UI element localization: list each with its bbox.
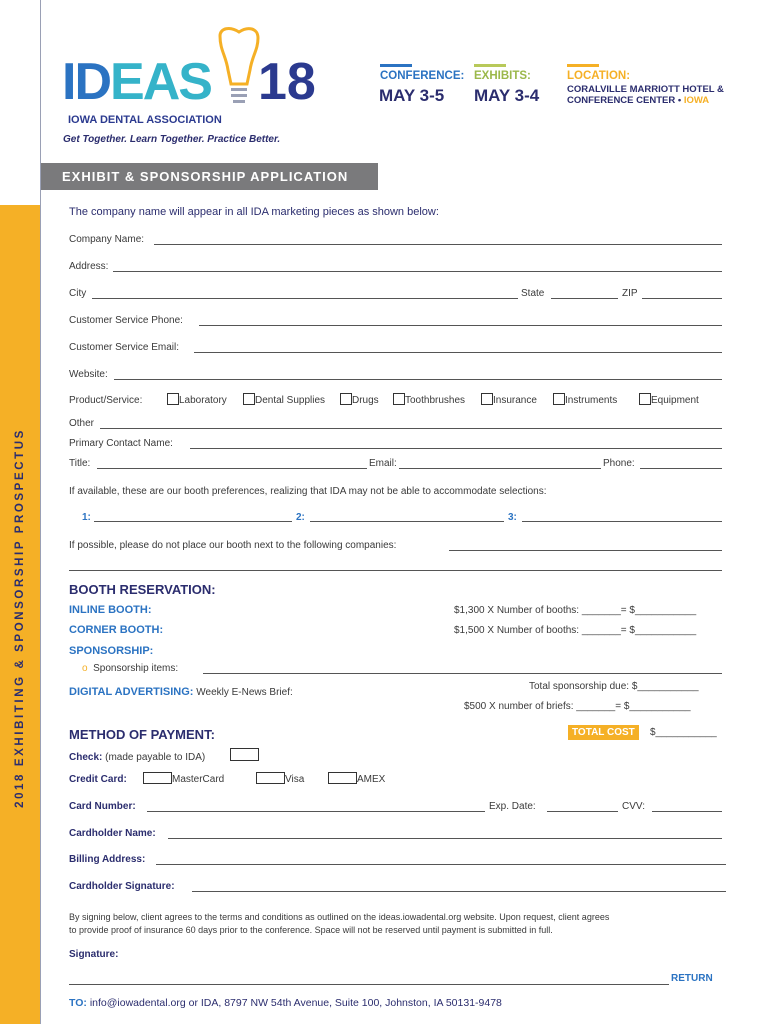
- logo-letter: E: [110, 53, 143, 111]
- exp-date-label: Exp. Date:: [489, 801, 536, 812]
- digital-advertising-row: [69, 686, 293, 698]
- visa-option[interactable]: Visa: [256, 772, 304, 785]
- city-field[interactable]: [92, 298, 518, 299]
- exp-date-field[interactable]: [547, 811, 618, 812]
- phone-field[interactable]: [640, 468, 722, 469]
- bullet-icon: o: [82, 663, 88, 674]
- terms-line-2: to provide proof of insurance 60 days prior to the conference. Space will not be reserved until payment is submitted in full.: [69, 925, 553, 935]
- pref-1-label: 1:: [82, 512, 91, 523]
- corner-booth-label: CORNER BOOTH:: [69, 624, 164, 636]
- inline-booth-label: INLINE BOOTH:: [69, 604, 152, 616]
- check-note: (made payable to IDA): [105, 752, 206, 763]
- ideas-logo: [62, 52, 211, 112]
- digital-advertising-label: DIGITAL ADVERTISING:: [69, 686, 194, 698]
- location-line1: CORALVILLE MARRIOTT HOTEL &: [567, 84, 724, 95]
- company-name-label: Company Name:: [69, 234, 145, 245]
- cardholder-signature-field[interactable]: [192, 891, 726, 892]
- sponsorship-items-label: Sponsorship items:: [93, 663, 179, 674]
- product-checkbox-insurance[interactable]: Insurance: [481, 393, 537, 406]
- payment-heading: METHOD OF PAYMENT:: [69, 727, 215, 742]
- signature-label: Signature:: [69, 949, 119, 960]
- primary-contact-label: Primary Contact Name:: [69, 438, 173, 449]
- location-rule: [567, 64, 599, 67]
- product-service-row: [69, 395, 142, 406]
- state-label: State: [521, 288, 545, 299]
- pref-3-label: 3:: [508, 512, 517, 523]
- email-label: Email:: [369, 458, 397, 469]
- check-checkbox[interactable]: [230, 748, 259, 761]
- org-name: IOWA DENTAL ASSOCIATION: [68, 114, 222, 126]
- sponsorship-label: SPONSORSHIP:: [69, 645, 154, 657]
- city-label: City: [69, 288, 87, 299]
- billing-address-label: Billing Address:: [69, 854, 146, 865]
- cs-phone-label: Customer Service Phone:: [69, 315, 183, 326]
- card-number-label: Card Number:: [69, 801, 136, 812]
- check-row: [69, 752, 205, 763]
- booth-reservation-heading: BOOTH RESERVATION:: [69, 582, 216, 597]
- digital-price: $500 X number of briefs: _______= $___________: [464, 701, 691, 712]
- location-label: LOCATION:: [567, 70, 631, 82]
- tooth-bulb-icon: [214, 26, 264, 108]
- cs-phone-field[interactable]: [199, 325, 722, 326]
- amex-option[interactable]: AMEX: [328, 772, 385, 785]
- phone-label: Phone:: [603, 458, 635, 469]
- cvv-label: CVV:: [622, 801, 645, 812]
- exhibits-rule: [474, 64, 506, 67]
- website-field[interactable]: [114, 379, 722, 380]
- card-number-field[interactable]: [147, 811, 485, 812]
- email-field[interactable]: [399, 468, 601, 469]
- corner-booth-price: $1,500 X Number of booths: _______= $___________: [454, 625, 697, 636]
- inline-booth-price: $1,300 X Number of booths: _______= $___________: [454, 605, 697, 616]
- pref-3-field[interactable]: [522, 521, 722, 522]
- other-field[interactable]: [100, 428, 722, 429]
- exhibits-label: EXHIBITS:: [474, 70, 531, 82]
- booth-prefs-text: If available, these are our booth preferences, realizing that IDA may not be able to accommodate selections:: [69, 486, 547, 497]
- other-label: Other: [69, 418, 95, 429]
- logo-letter: A: [142, 53, 179, 111]
- signature-field[interactable]: [69, 984, 669, 985]
- product-checkbox-toothbrushes[interactable]: Toothbrushes: [393, 393, 465, 406]
- product-checkbox-drugs[interactable]: Drugs: [340, 393, 379, 406]
- product-checkbox-equipment[interactable]: Equipment: [639, 393, 699, 406]
- zip-label: ZIP: [622, 288, 638, 299]
- avoid-companies-field[interactable]: [449, 550, 722, 551]
- product-checkbox-dental-supplies[interactable]: Dental Supplies: [243, 393, 325, 406]
- zip-field[interactable]: [642, 298, 722, 299]
- title-label: Title:: [69, 458, 91, 469]
- cvv-field[interactable]: [652, 811, 722, 812]
- total-cost-field[interactable]: $___________: [650, 727, 717, 738]
- state-field[interactable]: [551, 298, 618, 299]
- product-checkbox-laboratory[interactable]: Laboratory: [167, 393, 227, 406]
- title-field[interactable]: [97, 468, 367, 469]
- total-cost-badge: TOTAL COST: [568, 725, 639, 740]
- exhibits-dates: MAY 3-4: [474, 86, 540, 105]
- terms-line-1: By signing below, client agrees to the terms and conditions as outlined on the ideas.iowadental.org website. Upon request, client agrees: [69, 912, 610, 922]
- cardholder-name-label: Cardholder Name:: [69, 828, 156, 839]
- location-line2: CONFERENCE CENTER • IOWA: [567, 95, 710, 106]
- sponsorship-items-row: [82, 663, 178, 674]
- logo-letter: D: [74, 53, 111, 111]
- sponsorship-items-field[interactable]: [203, 673, 722, 674]
- digital-advertising-desc: Weekly E-News Brief:: [196, 687, 293, 698]
- cardholder-name-field[interactable]: [168, 838, 722, 839]
- avoid-companies-field-2[interactable]: [69, 570, 722, 571]
- conference-label: CONFERENCE:: [380, 70, 465, 82]
- intro-text: The company name will appear in all IDA marketing pieces as shown below:: [69, 206, 439, 218]
- logo-letter: I: [62, 53, 75, 111]
- sidebar-vertical-title: 2018 EXHIBITING & SPONSORSHIP PROSPECTUS: [14, 428, 26, 808]
- return-label: RETURN: [671, 973, 713, 984]
- pref-1-field[interactable]: [94, 521, 292, 522]
- logo-letter: S: [178, 53, 211, 111]
- cs-email-field[interactable]: [194, 352, 722, 353]
- product-checkbox-instruments[interactable]: Instruments: [553, 393, 617, 406]
- avoid-companies-label: If possible, please do not place our booth next to the following companies:: [69, 540, 397, 551]
- tagline: Get Together. Learn Together. Practice Better.: [63, 134, 281, 145]
- form-title: EXHIBIT & SPONSORSHIP APPLICATION: [41, 163, 378, 190]
- left-border-line: [40, 0, 41, 1024]
- sponsorship-total: Total sponsorship due: $___________: [529, 681, 699, 692]
- primary-contact-field[interactable]: [190, 448, 722, 449]
- pref-2-label: 2:: [296, 512, 305, 523]
- to-label: TO:: [69, 997, 87, 1009]
- conference-rule: [380, 64, 412, 67]
- mastercard-option[interactable]: MasterCard: [143, 772, 224, 785]
- address-label: Address:: [69, 261, 109, 272]
- return-to-row: [69, 997, 502, 1009]
- cardholder-signature-label: Cardholder Signature:: [69, 881, 175, 892]
- return-address: info@iowadental.org or IDA, 8797 NW 54th Avenue, Suite 100, Johnston, IA 50131-9478: [89, 997, 502, 1009]
- cs-email-label: Customer Service Email:: [69, 342, 180, 353]
- address-field[interactable]: [113, 271, 722, 272]
- product-service-label: Product/Service:: [69, 395, 143, 406]
- company-name-field[interactable]: [154, 244, 722, 245]
- pref-2-field[interactable]: [310, 521, 504, 522]
- conference-dates: MAY 3-5: [379, 86, 445, 105]
- credit-card-label: Credit Card:: [69, 774, 127, 785]
- logo-year: 18: [258, 53, 316, 111]
- billing-address-field[interactable]: [156, 864, 726, 865]
- check-label: Check:: [69, 752, 103, 763]
- website-label: Website:: [69, 369, 108, 380]
